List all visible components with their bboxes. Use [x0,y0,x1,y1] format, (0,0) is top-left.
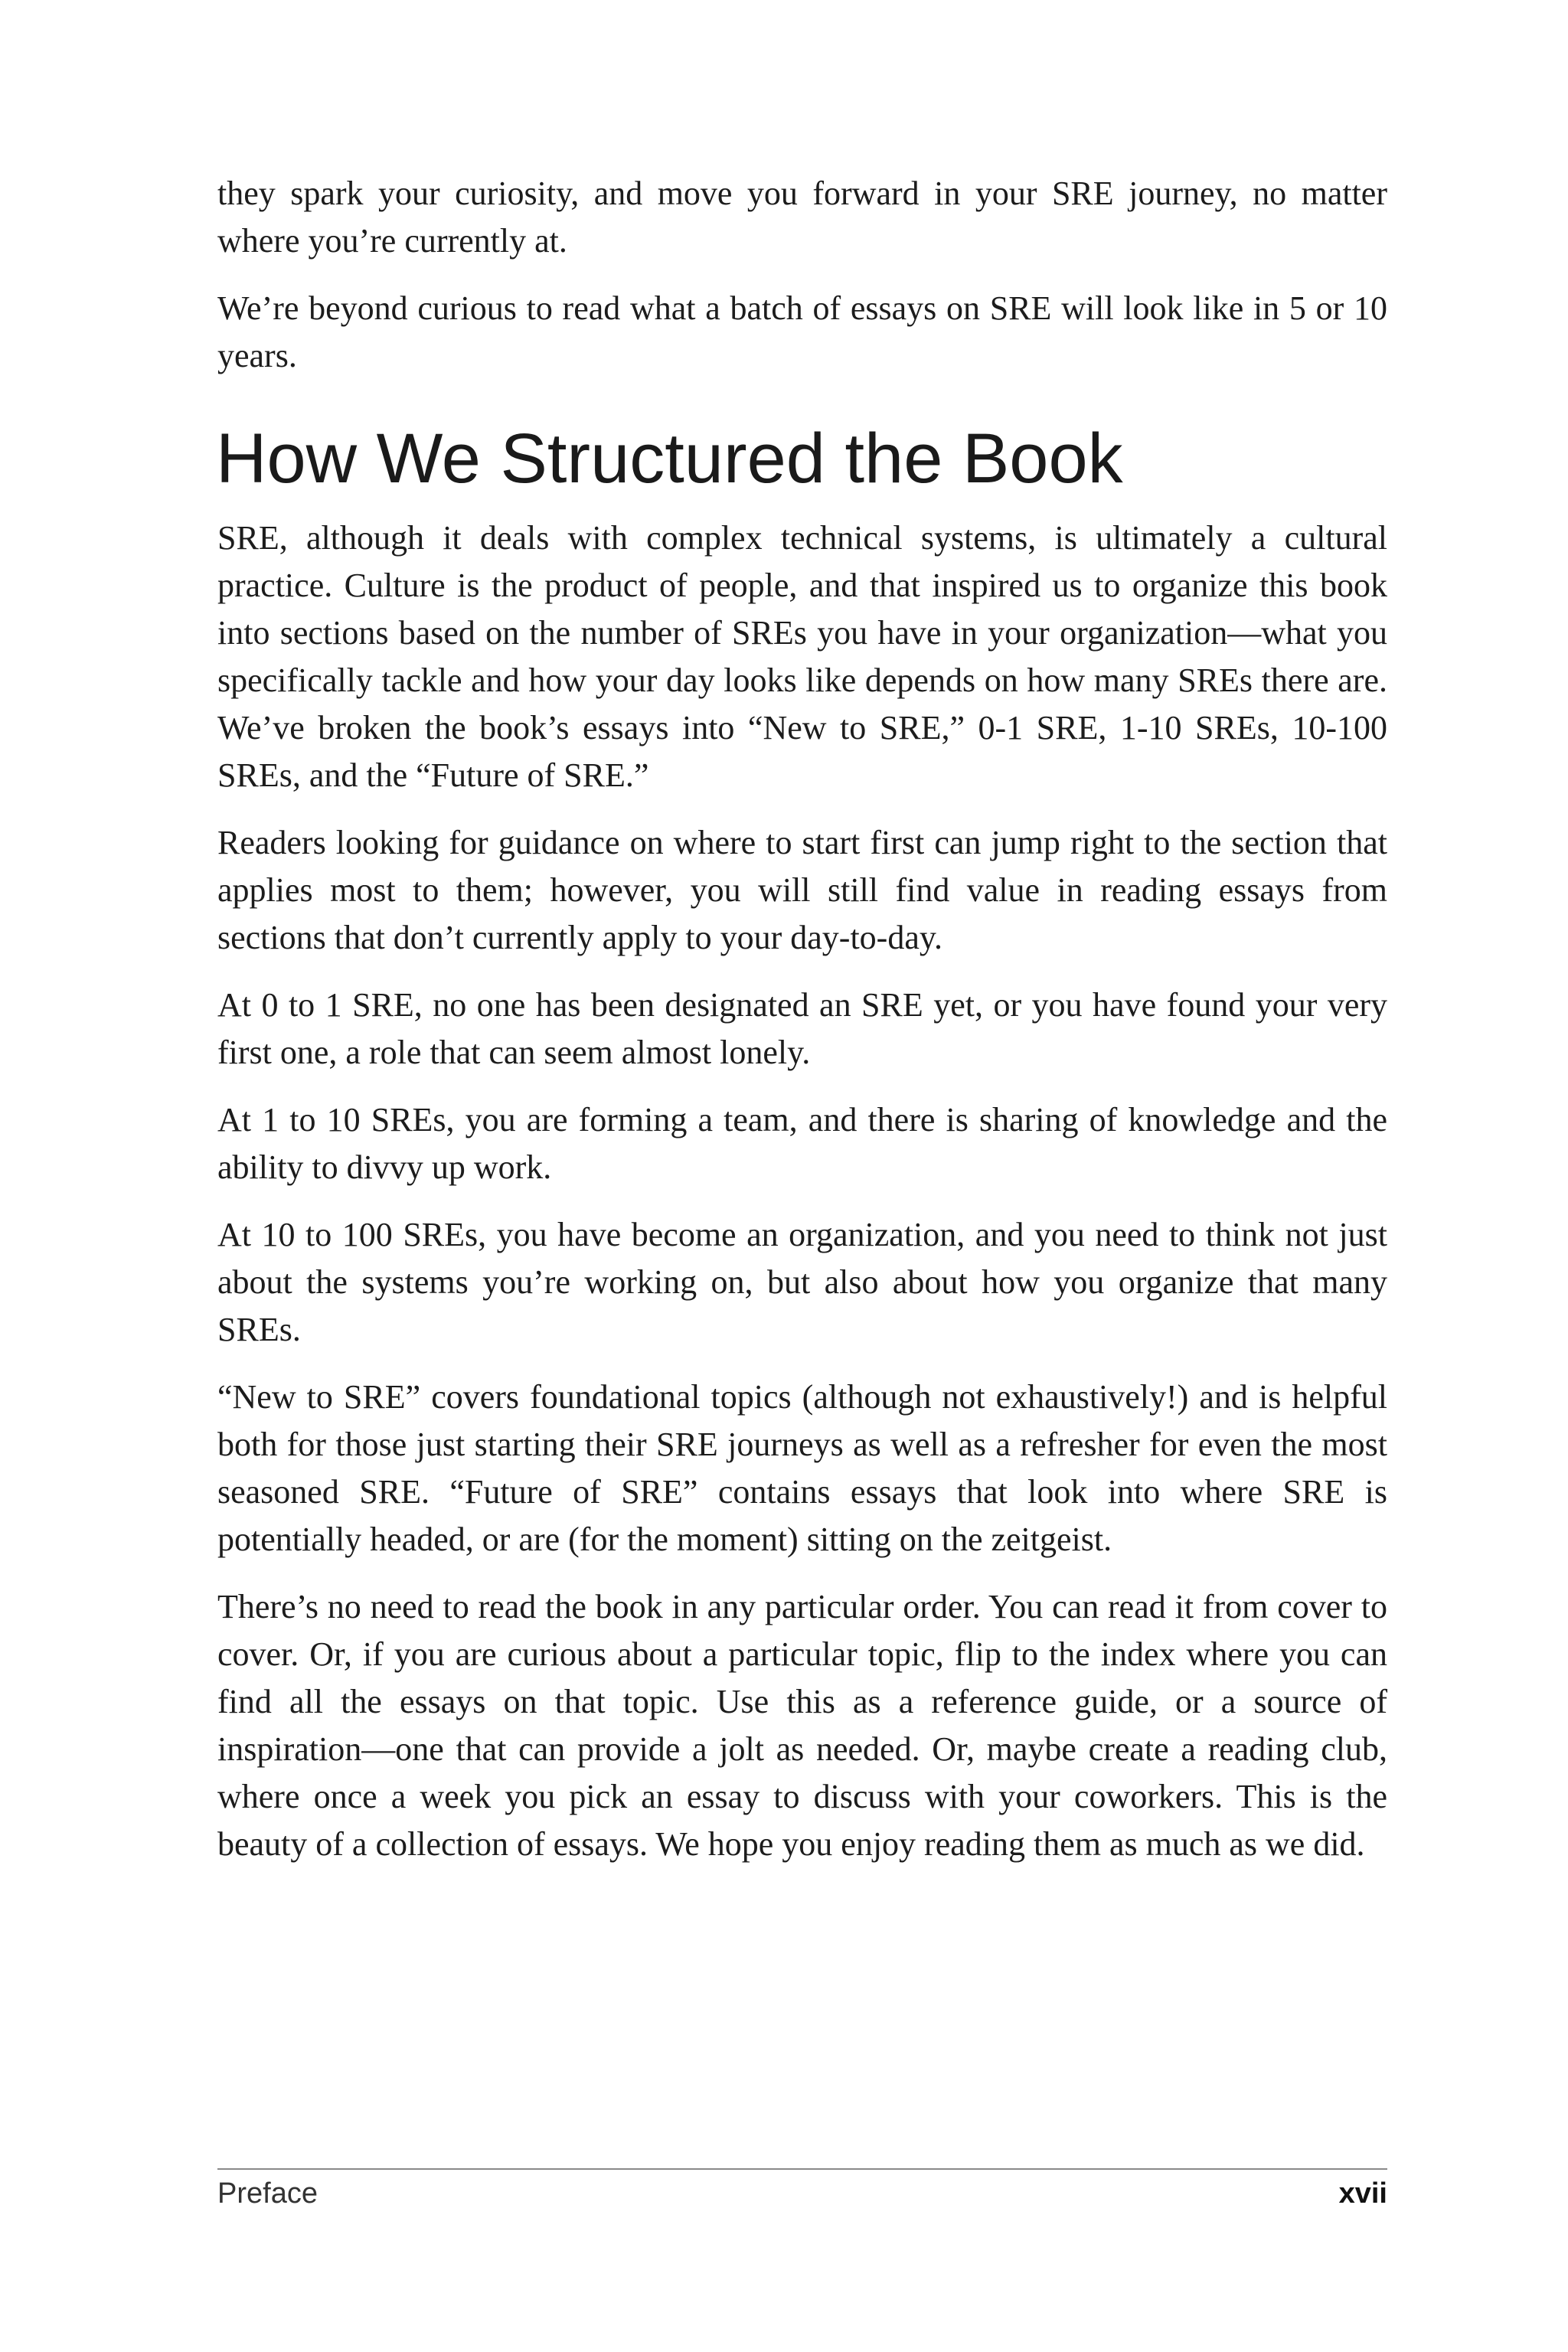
body-paragraph: At 10 to 100 SREs, you have become an organization, and you need to think not just about the systems you’re working on, but also about how you organize that many SREs. [217,1216,1387,1348]
body-paragraph: Readers looking for guidance on where to start first can jump right to the section that applies most to them; however, you will still find value in reading essays from sections that don’t currently apply to your day-to-day. [217,824,1387,956]
body-paragraph: At 0 to 1 SRE, no one has been designated an SRE yet, or you have found your very first one, a role that can seem almost lonely. [217,986,1387,1071]
intro-paragraph: they spark your curiosity, and move you forward in your SRE journey, no matter where you’re currently at. [217,175,1387,260]
running-footer-section: Preface [217,2177,318,2210]
intro-paragraph: We’re beyond curious to read what a batch of essays on SRE will look like in 5 or 10 years. [217,289,1387,374]
page-body [217,170,1387,1888]
page-number: xvii [1338,2177,1387,2210]
body-paragraph: SRE, although it deals with complex technical systems, is ultimately a cultural practice. Culture is the product of people, and that inspired us to organize this book into sections based on the number of SREs you have in your organization—what you specifically tackle and how your day looks like depends on how many SREs there are. We’ve broken the book’s essays into “New to SRE,” 0-1 SRE, 1-10 SREs, 10-100 SREs, and the “Future of SRE.” [217,519,1387,794]
footer-divider [217,2168,1387,2170]
body-paragraph: At 1 to 10 SREs, you are forming a team, and there is sharing of knowledge and the ability to divvy up work. [217,1101,1387,1186]
section-heading: How We Structured the Book [216,420,1123,498]
body-paragraph: There’s no need to read the book in any particular order. You can read it from cover to cover. Or, if you are curious about a particular topic, flip to the index where you can find all the essays on that topic. Use this as a reference guide, or a source of inspiration—one that can provide a jolt as needed. Or, maybe create a reading club, where once a week you pick an essay to discuss with your coworkers. This is the beauty of a collection of essays. We hope you enjoy reading them as much as we did. [217,1588,1387,1863]
body-paragraph: “New to SRE” covers foundational topics (although not exhaustively!) and is helpful both for those just starting their SRE journeys as well as a refresher for even the most seasoned SRE. “Future of SRE” contains essays that look into where SRE is potentially headed, or are (for the moment) sitting on the zeitgeist. [217,1378,1387,1558]
